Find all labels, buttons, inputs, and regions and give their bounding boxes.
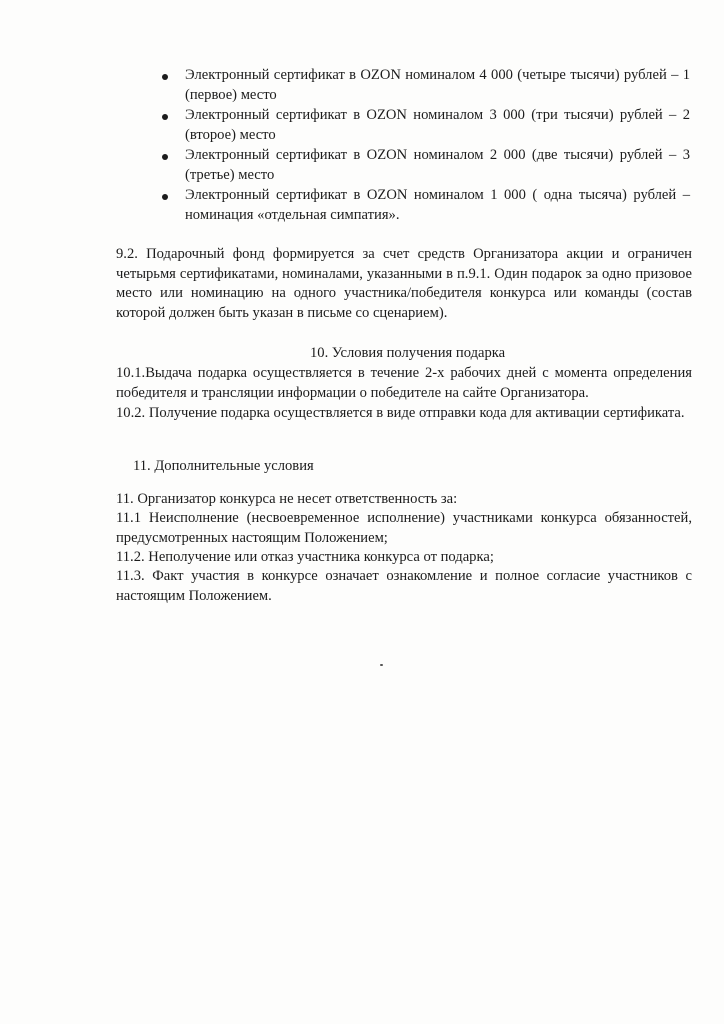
bullet-icon bbox=[162, 74, 168, 80]
bullet-icon bbox=[162, 114, 168, 120]
scan-speck bbox=[380, 664, 383, 666]
prize-text: Электронный сертификат в OZON номиналом 1 000 ( одна тысяча) рублей – номинация «отдельная симпатия». bbox=[185, 187, 690, 223]
section-10-1-paragraph: 10.1.Выдача подарка осуществляется в течение 2-х рабочих дней с момента определения победителя и трансляции информации о победителе на сайте Организатора. bbox=[116, 365, 692, 401]
section-10-heading: 10. Условия получения подарка bbox=[310, 345, 506, 361]
prize-text: Электронный сертификат в OZON номиналом 3 000 (три тысячи) рублей – 2 (второе) место bbox=[185, 107, 690, 143]
prize-text: Электронный сертификат в OZON номиналом 2 000 (две тысячи) рублей – 3 (третье) место bbox=[185, 147, 690, 183]
section-11-3-paragraph: 11.3. Факт участия в конкурсе означает ознакомление и полное согласие участников с настоящим Положением. bbox=[116, 568, 692, 604]
prize-item bbox=[162, 106, 690, 145]
prize-item bbox=[162, 146, 690, 185]
bullet-icon bbox=[162, 194, 168, 200]
prize-item bbox=[162, 186, 690, 225]
section-11-intro: 11. Организатор конкурса не несет ответственность за: bbox=[116, 491, 458, 507]
prize-item bbox=[162, 66, 690, 105]
prize-list bbox=[162, 66, 690, 226]
prize-text: Электронный сертификат в OZON номиналом 4 000 (четыре тысячи) рублей – 1 (первое) место bbox=[185, 67, 690, 103]
section-11-1-paragraph: 11.1 Неисполнение (несвоевременное исполнение) участниками конкурса обязанностей, предусмотренных настоящим Положением; bbox=[116, 510, 692, 546]
section-11-2-paragraph: 11.2. Неполучение или отказ участника конкурса от подарка; bbox=[116, 549, 494, 565]
section-10-2-paragraph: 10.2. Получение подарка осуществляется в виде отправки кода для активации сертификата. bbox=[116, 405, 685, 421]
bullet-icon bbox=[162, 154, 168, 160]
section-9-2-paragraph: 9.2. Подарочный фонд формируется за счет средств Организатора акции и ограничен четырьмя сертификатами, номиналами, указанными в п.9.1. Один подарок за одно призовое место или номинацию на одного участника/победителя конкурса или команды (состав которой должен быть указан в письме со сценарием). bbox=[116, 246, 692, 321]
section-11-heading: 11. Дополнительные условия bbox=[133, 458, 314, 474]
